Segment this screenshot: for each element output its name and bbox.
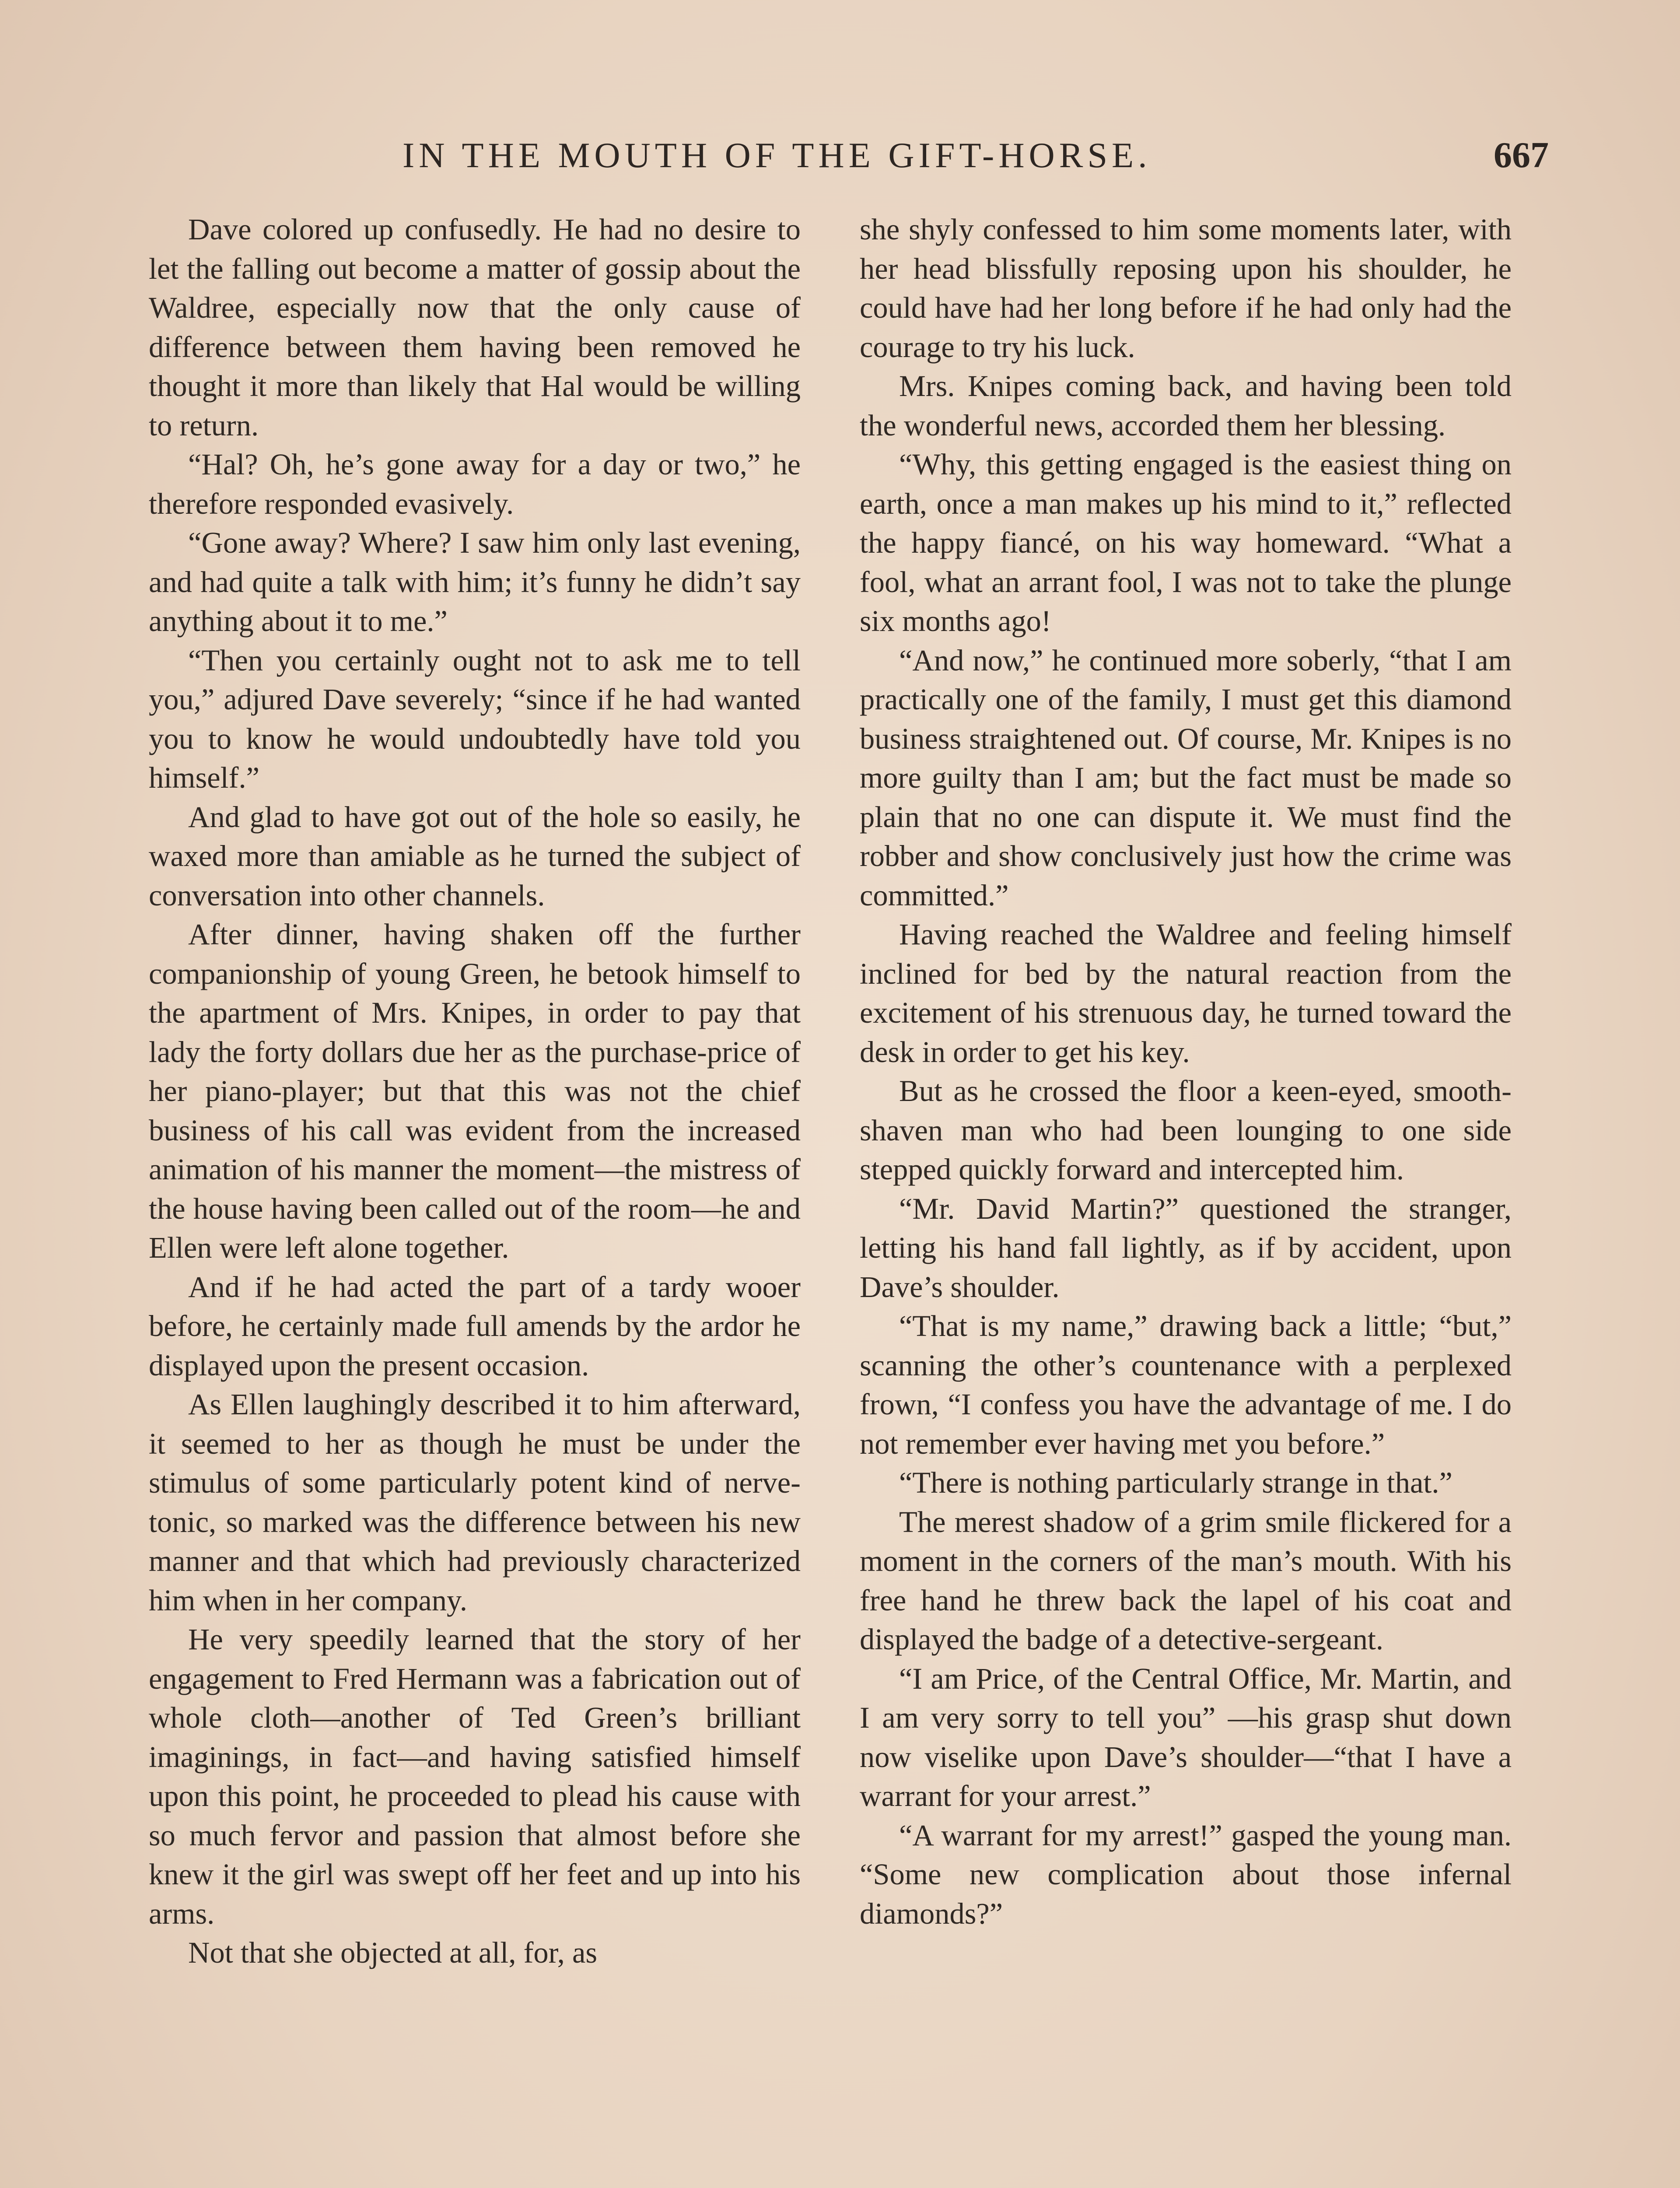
paragraph: The merest shadow of a grim smile flickered for a moment in the corners of the man’s mouth. With his free hand he threw back the lapel of his coat and displayed the badge of a detective-sergeant.: [860, 1505, 1512, 1656]
page-number: 667: [1494, 135, 1549, 175]
paragraph: Dave colored up confusedly. He had no desire to let the falling out become a matter of gossip about the Waldree, especially now that the only cause of difference between them having been removed he thought it more than likely that Hal would be willing to return.: [149, 213, 801, 442]
paragraph: He very speedily learned that the story of her engagement to Fred Hermann was a fabrication out of whole cloth—another of Ted Green’s brilliant imaginings, in fact—and having satisfied himself upon this point, he proceeded to plead his cause with so much fervor and passion that almost before she knew it the girl was swept off her feet and up into his arms.: [149, 1623, 801, 1930]
paragraph: And glad to have got out of the hole so easily, he waxed more than amiable as he turned the subject of conversation into other channels.: [149, 800, 801, 912]
paragraph: “Why, this getting engaged is the easiest thing on earth, once a man makes up his mind to it,” reflected the happy fiancé, on his way homeward. “What a fool, what an arrant fool, I was not to take the plunge six months ago!: [860, 448, 1512, 638]
paragraph: “Gone away? Where? I saw him only last evening, and had quite a talk with him; it’s funny he didn’t say anything about it to me.”: [149, 526, 801, 638]
paragraph: As Ellen laughingly described it to him afterward, it seemed to her as though he must be under the stimulus of some particularly potent kind of nerve-tonic, so marked was the difference between his new manner and that which had previously characterized him when in her company.: [149, 1388, 801, 1617]
paragraph: And if he had acted the part of a tardy wooer before, he certainly made full amends by the ardor he displayed upon the present occasion.: [149, 1270, 801, 1382]
paragraph: “Then you certainly ought not to ask me to tell you,” adjured Dave severely; “since if he had wanted you to know he would undoubtedly have told you himself.”: [149, 643, 801, 794]
paragraph: “That is my name,” drawing back a little; “but,” scanning the other’s countenance with a perplexed frown, “I confess you have the advantage of me. I do not remember ever having met you before.”: [860, 1309, 1512, 1460]
running-title: IN THE MOUTH OF THE GIFT-HORSE.: [402, 135, 1152, 175]
paragraph: Not that she objected at all, for, as: [188, 1936, 598, 1969]
right-column: [860, 210, 1512, 2188]
continued-paragraph: she shyly confessed to him some moments later, with her head blissfully reposing upon his shoulder, he could have had her long before if he had only had the courage to try his luck.: [860, 213, 1512, 364]
paragraph: Having reached the Waldree and feeling himself inclined for bed by the natural reaction from the excitement of his strenuous day, he turned toward the desk in order to get his key.: [860, 918, 1512, 1069]
paragraph: “Hal? Oh, he’s gone away for a day or two,” he therefore responded evasively.: [149, 448, 801, 520]
left-column: [149, 210, 801, 2188]
paragraph: But as he crossed the floor a keen-eyed, smooth-shaven man who had been lounging to one side stepped quickly forward and intercepted him.: [860, 1074, 1512, 1186]
paragraph: “There is nothing particularly strange in that.”: [899, 1466, 1452, 1499]
page-header: [166, 127, 1549, 184]
paragraph: “And now,” he continued more soberly, “that I am practically one of the family, I must get this diamond business straightened out. Of course, Mr. Knipes is no more guilty than I am; but the fact must be made so plain that no one can dispute it. We must find the robber and show conclusively just how the crime was committed.”: [860, 643, 1512, 912]
paragraph: “Mr. David Martin?” questioned the stranger, letting his hand fall lightly, as if by accident, upon Dave’s shoulder.: [860, 1192, 1512, 1304]
paragraph: Mrs. Knipes coming back, and having been told the wonderful news, accorded them her blessing.: [860, 369, 1512, 442]
paragraph: After dinner, having shaken off the further companionship of young Green, he betook himself to the apartment of Mrs. Knipes, in order to pay that lady the forty dollars due her as the purchase-price of her piano-player; but that this was not the chief business of his call was evident from the increased animation of his manner the moment—the mistress of the house having been called out of the room—he and Ellen were left alone together.: [149, 918, 801, 1264]
paragraph: “A warrant for my arrest!” gasped the young man. “Some new complication about those infernal diamonds?”: [860, 1818, 1512, 1930]
paragraph: “I am Price, of the Central Office, Mr. Martin, and I am very sorry to tell you” —his grasp shut down now viselike upon Dave’s shoulder—“that I have a warrant for your arrest.”: [860, 1662, 1512, 1813]
